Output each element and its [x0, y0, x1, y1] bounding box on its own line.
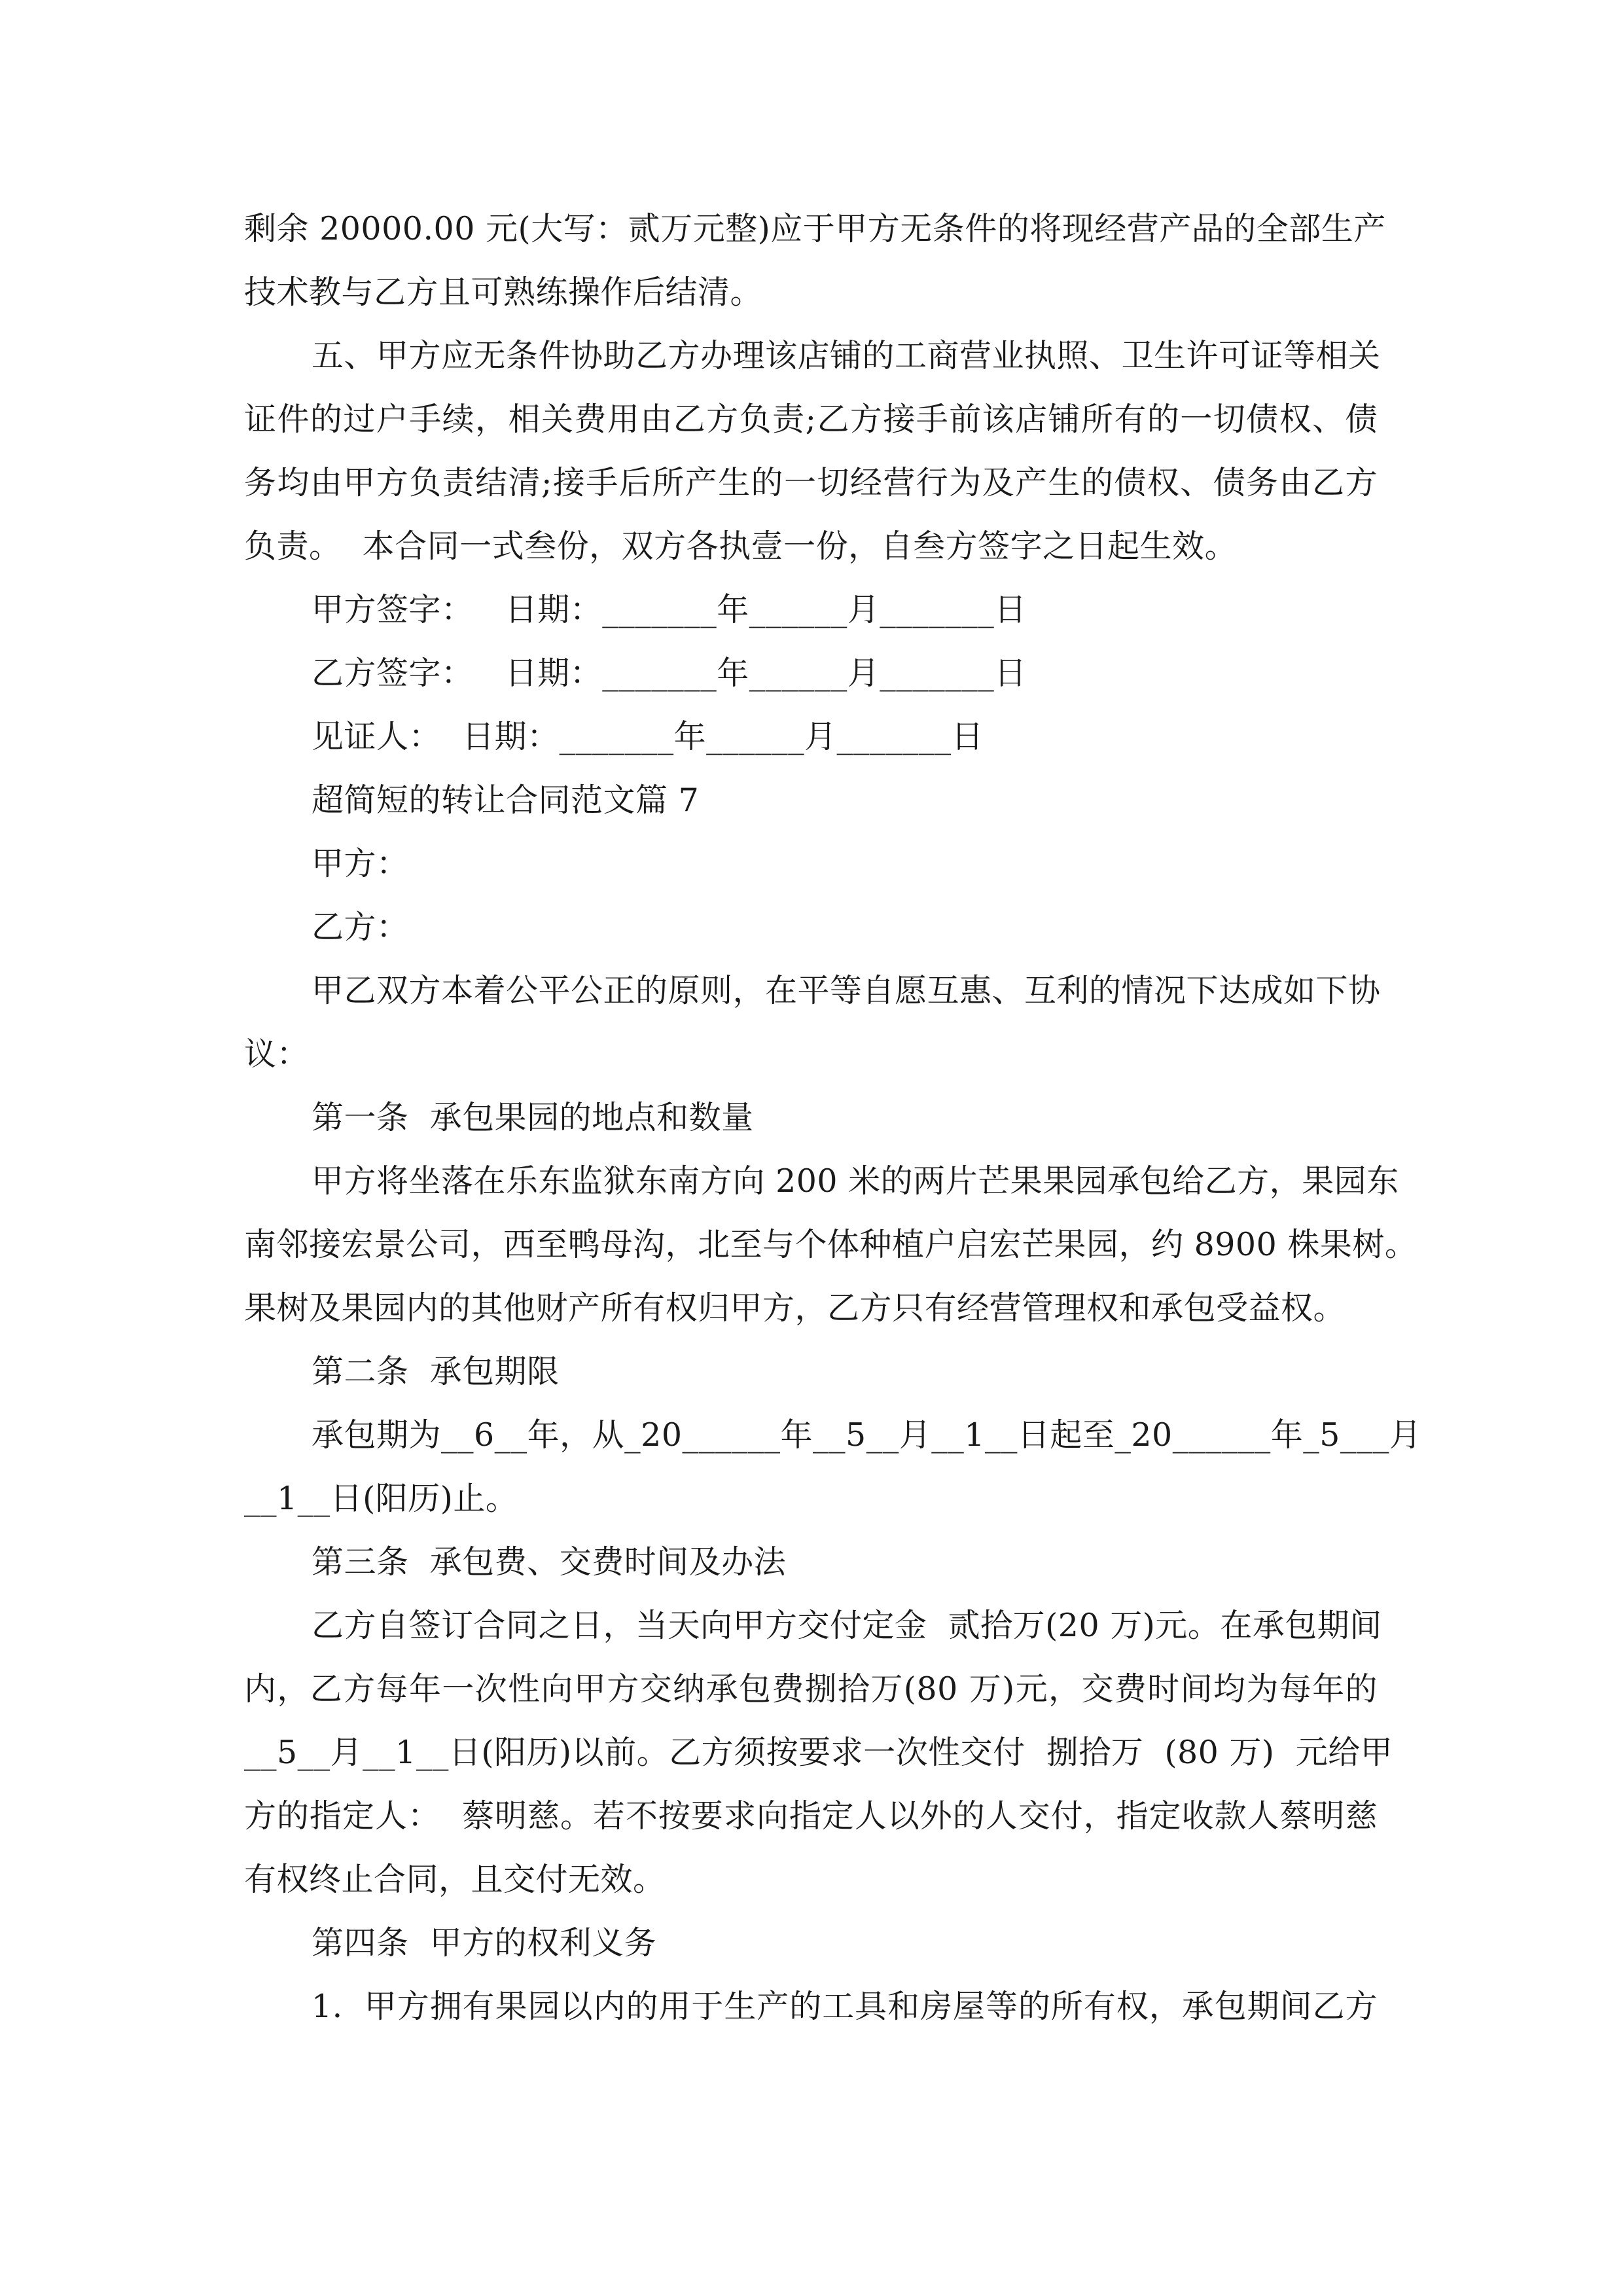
- article-heading: 第二条 承包期限: [312, 1353, 560, 1390]
- paragraph-line: 1. 甲方拥有果园以内的用于生产的工具和房屋等的所有权，承包期间乙方: [312, 1988, 1378, 2025]
- paragraph-line: 技术教与乙方且可熟练操作后结清。: [244, 274, 763, 311]
- paragraph-line: __1__日(阳历)止。: [244, 1480, 518, 1517]
- party-b-label: 乙方：: [312, 908, 409, 946]
- paragraph-line: 证件的过户手续，相关费用由乙方负责;乙方接手前该店铺所有的一切债权、债: [244, 401, 1378, 438]
- signature-line-party-a: 甲方签字： 日期：_______年______月_______日: [312, 591, 1027, 628]
- paragraph-line: 内，乙方每年一次性向甲方交纳承包费捌拾万(80 万)元，交费时间均为每年的: [244, 1670, 1378, 1708]
- party-a-label: 甲方：: [312, 845, 409, 882]
- paragraph-line: 承包期为__6__年，从_20______年__5__月__1__日起至_20______年_5___月: [312, 1416, 1422, 1454]
- article-heading: 第一条 承包果园的地点和数量: [312, 1099, 754, 1136]
- article-heading: 第三条 承包费、交费时间及办法: [312, 1543, 787, 1581]
- paragraph-line: 有权终止合同，且交付无效。: [244, 1861, 666, 1898]
- paragraph-line: 甲乙双方本着公平公正的原则，在平等自愿互惠、互利的情况下达成如下协: [312, 972, 1381, 1009]
- section-title: 超简短的转让合同范文篇 7: [312, 781, 700, 819]
- signature-line-party-b: 乙方签字： 日期：_______年______月_______日: [312, 655, 1027, 692]
- paragraph-line: __5__月__1__日(阳历)以前。乙方须按要求一次性交付 捌拾万 (80 万) 元给甲: [244, 1734, 1393, 1771]
- paragraph-line: 务均由甲方负责结清;接手后所产生的一切经营行为及产生的债权、债务由乙方: [244, 464, 1378, 501]
- paragraph-line: 议：: [244, 1035, 310, 1073]
- paragraph-line: 果树及果园内的其他财产所有权归甲方，乙方只有经营管理权和承包受益权。: [244, 1289, 1346, 1327]
- paragraph-line: 乙方自签订合同之日，当天向甲方交付定金 贰拾万(20 万)元。在承包期间: [312, 1607, 1382, 1644]
- paragraph-line: 方的指定人： 蔡明慈。若不按要求向指定人以外的人交付，指定收款人蔡明慈: [244, 1797, 1378, 1835]
- signature-line-witness: 见证人： 日期：_______年______月_______日: [312, 718, 984, 755]
- paragraph-line: 甲方将坐落在乐东监狱东南方向 200 米的两片芒果果园承包给乙方，果园东: [312, 1162, 1399, 1200]
- paragraph-line: 负责。 本合同一式叁份，双方各执壹一份，自叁方签字之日起生效。: [244, 528, 1238, 565]
- paragraph-line: 五、甲方应无条件协助乙方办理该店铺的工商营业执照、卫生许可证等相关: [312, 337, 1381, 374]
- article-heading: 第四条 甲方的权利义务: [312, 1924, 657, 1962]
- paragraph-line: 南邻接宏景公司，西至鸭母沟，北至与个体种植户启宏芒果园，约 8900 株果树。: [244, 1226, 1418, 1263]
- paragraph-line: 剩余 20000.00 元(大写：贰万元整)应于甲方无条件的将现经营产品的全部生产: [244, 210, 1386, 247]
